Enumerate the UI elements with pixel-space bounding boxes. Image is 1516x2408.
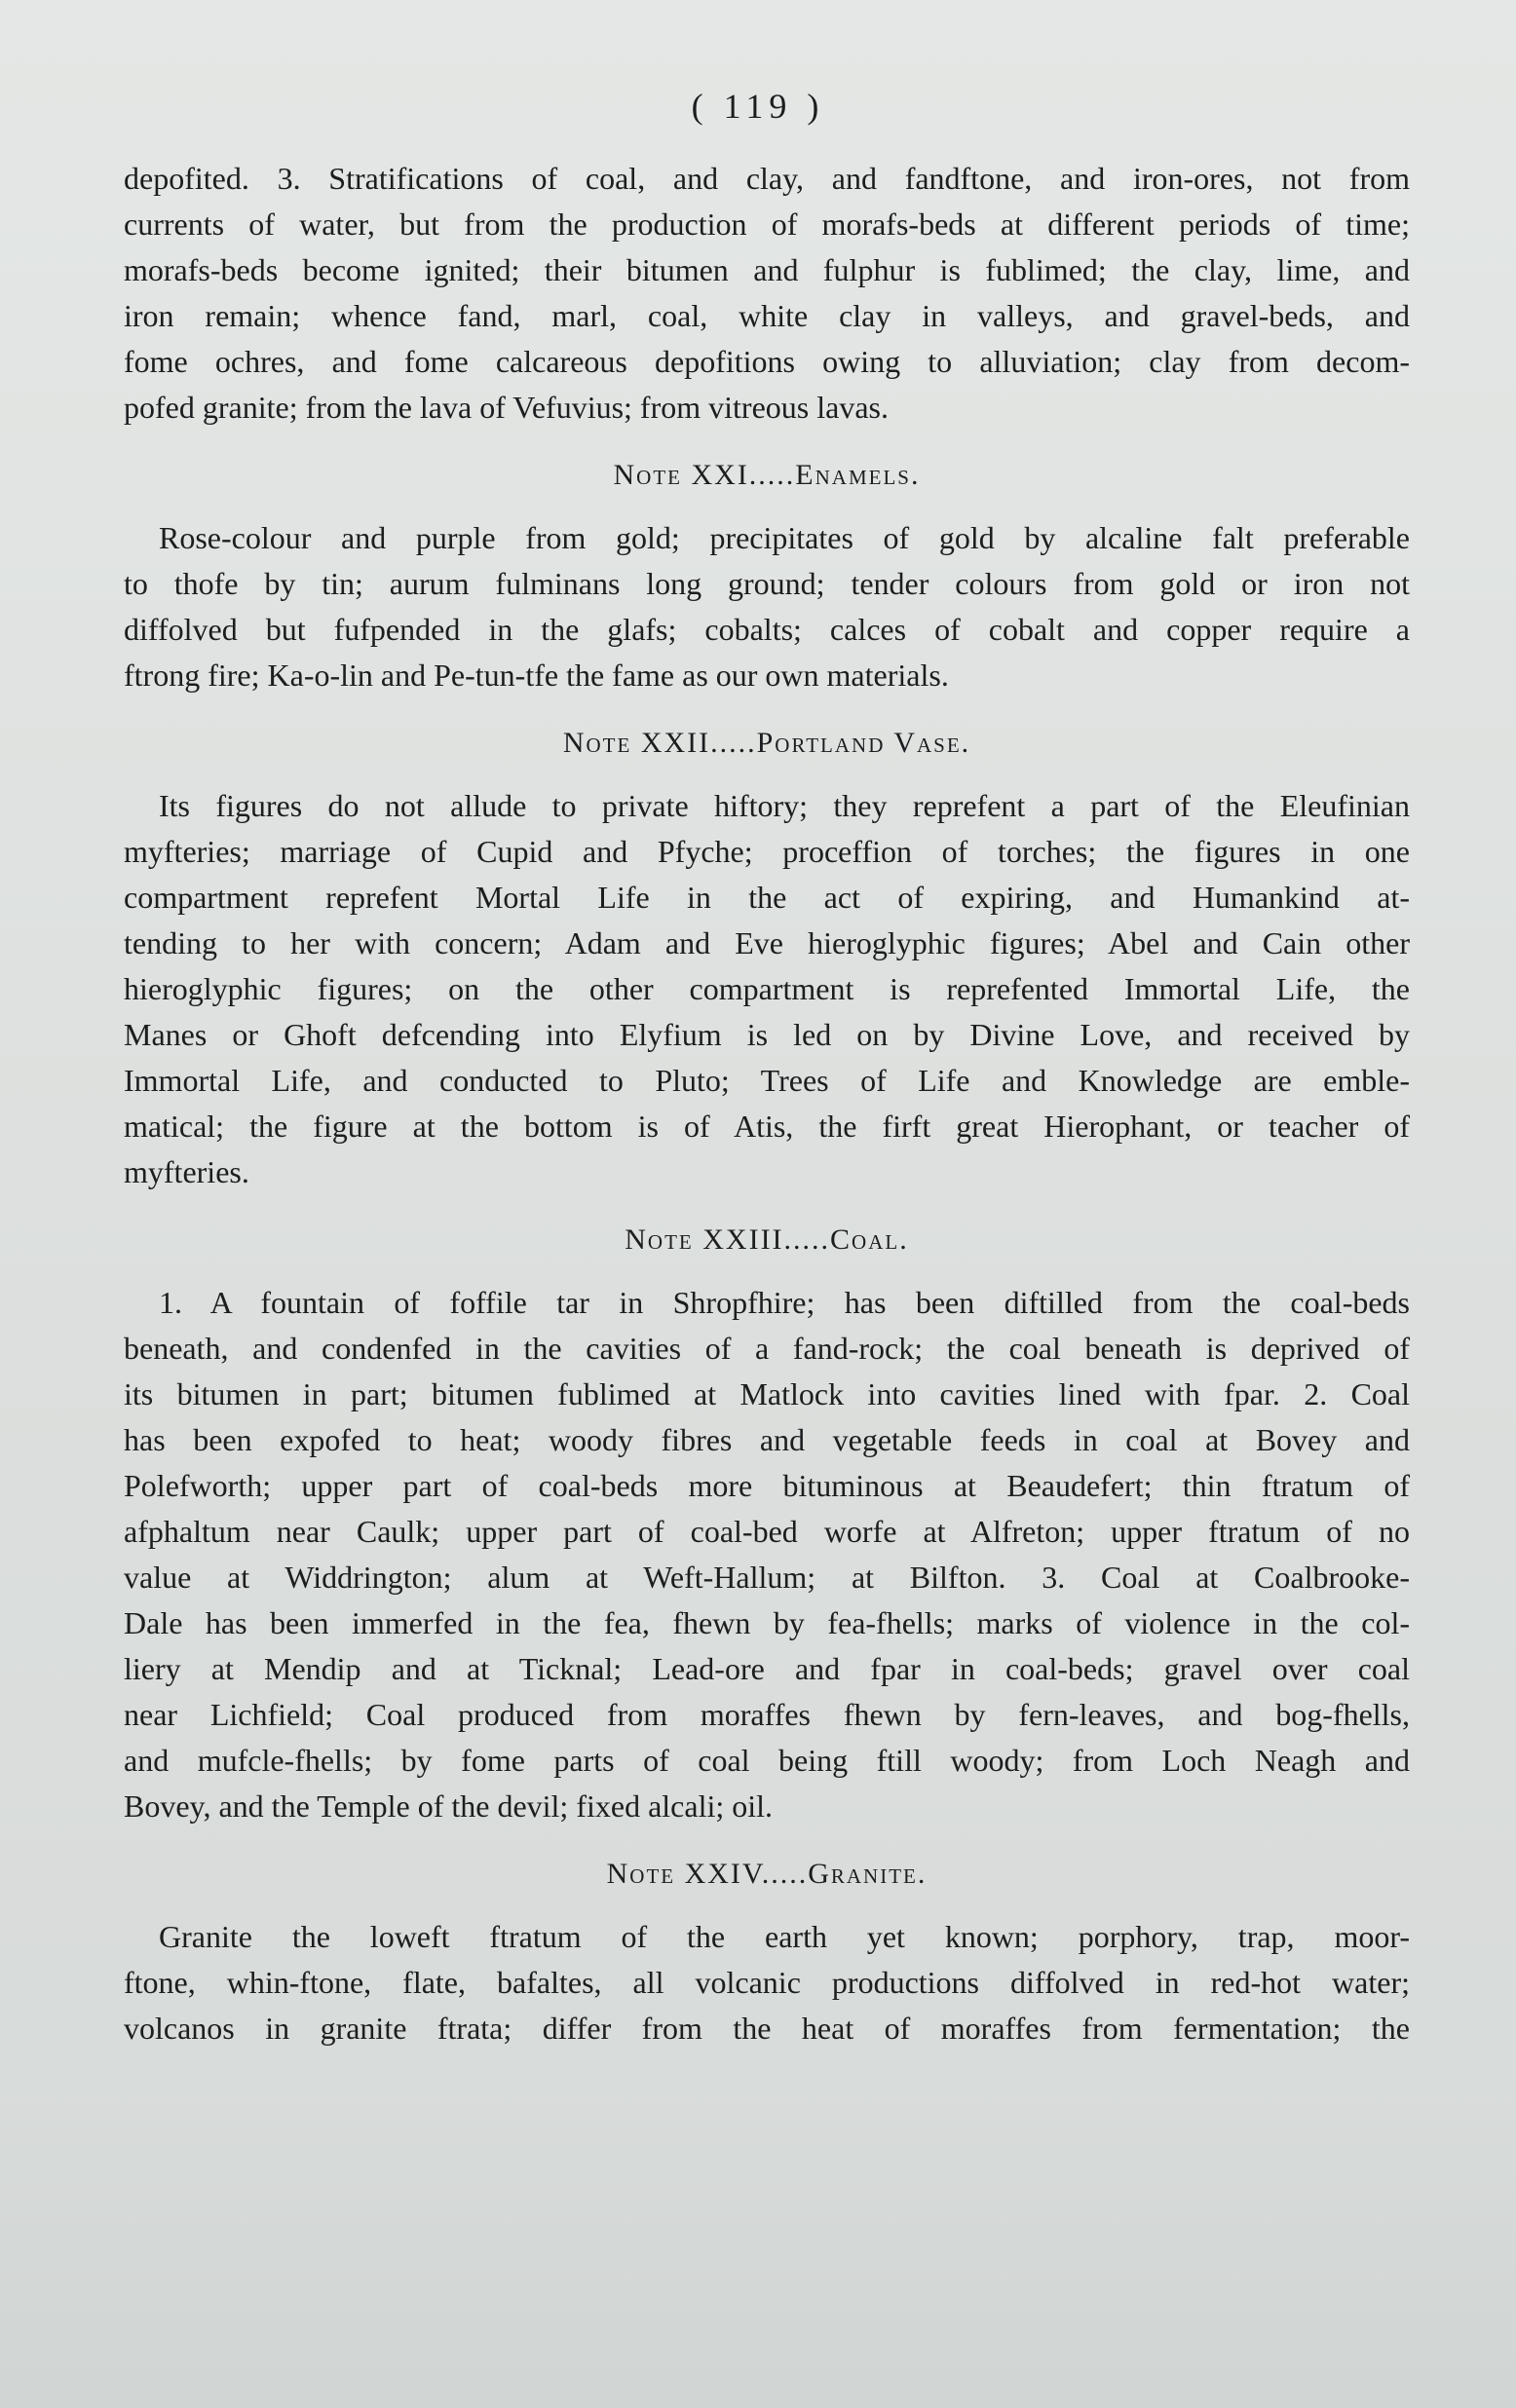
page-text [124, 156, 1410, 2051]
note-22-paragraph [124, 783, 1410, 1195]
note-24-heading: Note XXIV.....Granite. [606, 1858, 928, 1890]
text-line: near Lichfield; Coal produced from moraffes fhewn by fern-leaves, and bog-fhells, [124, 1697, 1410, 1732]
text-line: currents of water, but from the production of morafs-beds at different periods of time; [124, 207, 1410, 242]
text-line: ftone, whin-ftone, flate, bafaltes, all volcanic productions diffolved in red-hot water; [124, 1965, 1410, 2000]
text-line: tending to her with concern; Adam and Eve hieroglyphic figures; Abel and Cain other [124, 925, 1410, 960]
text-line: ftrong fire; Ka-o-lin and Pe-tun-tfe the fame as our own materials. [124, 658, 949, 693]
text-line: matical; the figure at the bottom is of Atis, the firft great Hierophant, or teacher of [124, 1109, 1410, 1144]
text-line: 1. A fountain of foffile tar in Shropfhire; has been diftilled from the coal-beds [159, 1285, 1410, 1320]
note-23-heading: Note XXIII.....Coal. [625, 1223, 909, 1256]
text-line: iron remain; whence fand, marl, coal, white clay in valleys, and gravel-beds, and [124, 298, 1410, 333]
intro-paragraph [124, 156, 1410, 431]
text-line: Rose-colour and purple from gold; precipitates of gold by alcaline falt preferable [159, 520, 1410, 555]
text-line: diffolved but fufpended in the glafs; cobalts; calces of cobalt and copper require a [124, 612, 1410, 647]
note-22-heading: Note XXII.....Portland Vase. [562, 727, 971, 759]
text-line: volcanos in granite ftrata; differ from the heat of moraffes from fermentation; the [124, 2011, 1410, 2046]
text-line: Bovey, and the Temple of the devil; fixed alcali; oil. [124, 1788, 774, 1824]
text-line: Immortal Life, and conducted to Pluto; Trees of Life and Knowledge are emble- [124, 1063, 1410, 1098]
text-line: morafs-beds become ignited; their bitumen and fulphur is fublimed; the clay, lime, and [124, 252, 1410, 287]
note-21-paragraph [124, 515, 1410, 698]
text-line: myfteries; marriage of Cupid and Pfyche; proceffion of torches; the figures in one [124, 834, 1410, 869]
page-number: ( 119 ) [691, 87, 825, 126]
text-line: depofited. 3. Stratifications of coal, and clay, and fandftone, and iron-ores, not from [124, 161, 1410, 196]
text-line: beneath, and condenfed in the cavities of a fand-rock; the coal beneath is deprived of [124, 1331, 1410, 1366]
text-line: and mufcle-fhells; by fome parts of coal being ftill woody; from Loch Neagh and [124, 1743, 1410, 1778]
text-line: Manes or Ghoft defcending into Elyfium is led on by Divine Love, and received by [124, 1017, 1410, 1052]
text-line: to thofe by tin; aurum fulminans long ground; tender colours from gold or iron not [124, 566, 1410, 601]
text-line: Its figures do not allude to private hiftory; they reprefent a part of the Eleufinian [159, 788, 1410, 823]
text-line: Dale has been immerfed in the fea, fhewn by fea-fhells; marks of violence in the col- [124, 1605, 1410, 1640]
text-line: myfteries. [124, 1154, 249, 1189]
note-21-heading: Note XXI.....Enamels. [613, 459, 921, 491]
page-shading [0, 2094, 1516, 2408]
text-line: afphaltum near Caulk; upper part of coal-bed worfe at Alfreton; upper ftratum of no [124, 1514, 1410, 1549]
note-23-paragraph [124, 1280, 1410, 1829]
text-line: value at Widdrington; alum at Weft-Hallum; at Bilfton. 3. Coal at Coalbrooke- [124, 1560, 1410, 1595]
text-line: pofed granite; from the lava of Vefuvius; from vitreous lavas. [124, 390, 889, 425]
note-24-paragraph [124, 1914, 1410, 2051]
text-line: liery at Mendip and at Ticknal; Lead-ore and fpar in coal-beds; gravel over coal [124, 1651, 1410, 1686]
text-line: fome ochres, and fome calcareous depofitions owing to alluviation; clay from decom- [124, 344, 1410, 379]
text-line: hieroglyphic figures; on the other compartment is reprefented Immortal Life, the [124, 971, 1410, 1006]
text-line: its bitumen in part; bitumen fublimed at Matlock into cavities lined with fpar. 2. Coal [124, 1376, 1410, 1411]
text-line: Granite the loweft ftratum of the earth yet known; porphory, trap, moor- [159, 1919, 1410, 1954]
text-line: compartment reprefent Mortal Life in the act of expiring, and Humankind at- [124, 880, 1410, 915]
text-line: Polefworth; upper part of coal-beds more bituminous at Beaudefert; thin ftratum of [124, 1468, 1410, 1503]
text-line: has been expofed to heat; woody fibres and vegetable feeds in coal at Bovey and [124, 1422, 1410, 1457]
